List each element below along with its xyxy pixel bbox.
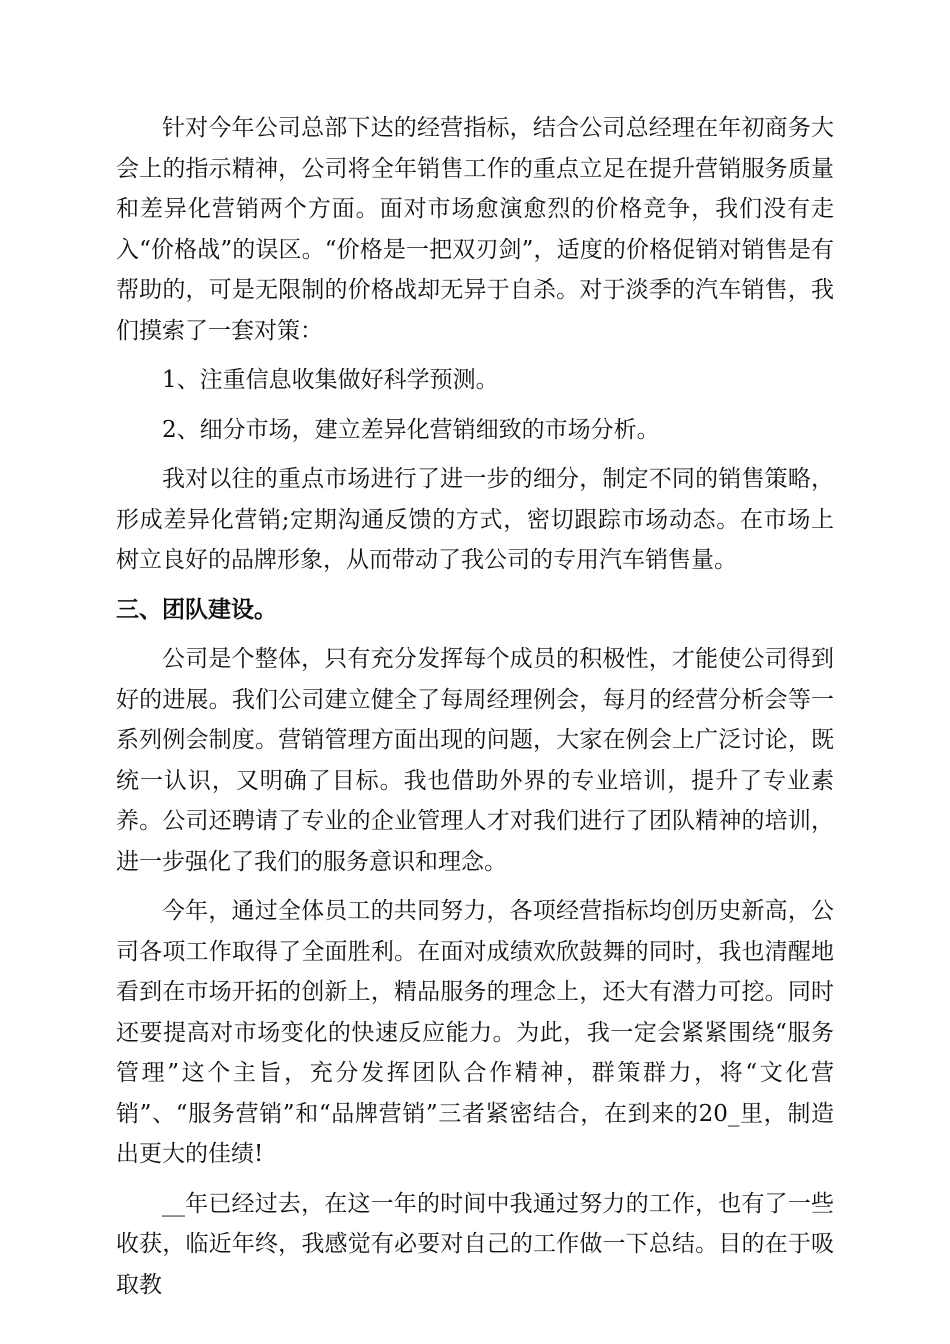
paragraph-team-building: 公司是个整体，只有充分发挥每个成员的积极性，才能使公司得到好的进展。我们公司建立健全了每周经理例会，每月的经营分析会等一系列例会制度。营销管理方面出现的问题，大家在例会上广泛讨论，既统一认识，又明确了目标。我也借助外界的专业培训，提升了专业素养。公司还聘请了专业的企业管理人才对我们进行了团队精神的培训，进一步强化了我们的服务意识和理念。: [116, 646, 834, 875]
paragraph-market-analysis: 我对以往的重点市场进行了进一步的细分，制定不同的销售策略，形成差异化营销;定期沟通反馈的方式，密切跟踪市场动态。在市场上树立良好的品牌形象，从而带动了我公司的专用汽车销售量。: [116, 466, 834, 573]
document-page: [116, 108, 834, 1305]
paragraph-annual-results: 今年，通过全体员工的共同努力，各项经营指标均创历史新高，公司各项工作取得了全面胜利。在面对成绩欢欣鼓舞的同时，我也清醒地看到在市场开拓的创新上，精品服务的理念上，还大有潜力可挖。同时还要提高对市场变化的快速反应能力。为此，我一定会紧紧围绕“服务管理”这个主旨，充分发挥团队合作精神，群策群力，将“文化营销”、“服务营销”和“品牌营销”三者紧密结合，在到来的20_里，制造出更大的佳绩!: [116, 898, 834, 1167]
paragraph-sales-strategy: 针对今年公司总部下达的经营指标，结合公司总经理在年初商务大会上的指示精神，公司将全年销售工作的重点立足在提升营销服务质量和差异化营销两个方面。面对市场愈演愈烈的价格竞争，我们没有走入“价格战”的误区。“价格是一把双刃剑”，适度的价格促销对销售是有帮助的，可是无限制的价格战却无异于自杀。对于淡季的汽车销售，我们摸索了一套对策：: [116, 115, 834, 344]
paragraph-year-summary: __年已经过去，在这一年的时间中我通过努力的工作，也有了一些收获，临近年终，我感觉有必要对自己的工作做一下总结。目的在于吸取教: [116, 1190, 834, 1298]
list-item-market-segmentation: 2、细分市场，建立差异化营销细致的市场分析。: [162, 416, 660, 443]
section-heading-team-building: 三、团队建设。: [116, 596, 277, 623]
list-item-info-collection: 1、注重信息收集做好科学预测。: [162, 367, 499, 393]
